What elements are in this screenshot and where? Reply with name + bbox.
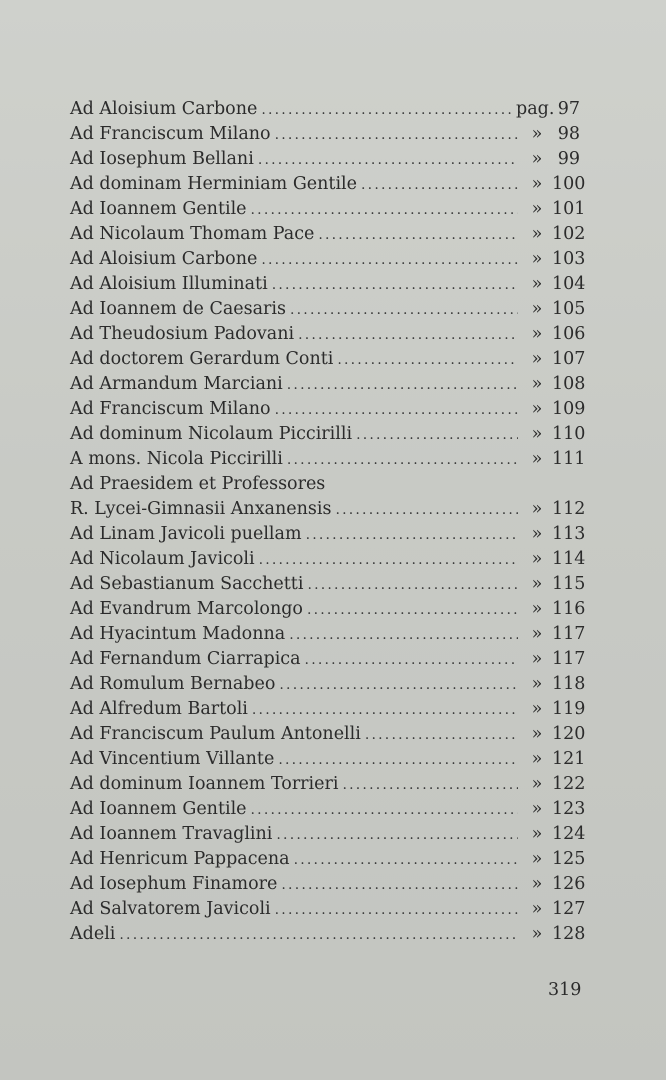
toc-entry bbox=[70, 247, 586, 272]
toc-entry-page: 110 bbox=[552, 424, 586, 444]
toc-entry-page: 122 bbox=[552, 774, 586, 794]
toc-entry-page: 100 bbox=[552, 174, 586, 194]
toc-entry bbox=[70, 622, 586, 647]
toc-entry-title: Ad Ioannem Gentile bbox=[70, 199, 247, 219]
dot-leader bbox=[342, 773, 518, 798]
toc-entry-page: 108 bbox=[552, 374, 586, 394]
dot-leader bbox=[261, 98, 512, 123]
dot-leader bbox=[281, 873, 518, 898]
toc-entry-title: Ad Ioannem Gentile bbox=[70, 799, 247, 819]
page-marker: » bbox=[531, 649, 543, 669]
dot-leader bbox=[278, 748, 518, 773]
toc-entry-title: Ad Hyacintum Madonna bbox=[70, 624, 286, 644]
toc-entry-title: Ad Ioannem Travaglini bbox=[70, 824, 273, 844]
toc-entry bbox=[70, 872, 586, 897]
dot-leader bbox=[279, 673, 518, 698]
toc-entry-page: 124 bbox=[552, 824, 586, 844]
toc-entry-page: 116 bbox=[552, 599, 586, 619]
dot-leader bbox=[306, 523, 518, 548]
toc-entry-page: 104 bbox=[552, 274, 586, 294]
page-marker: » bbox=[531, 774, 543, 794]
dot-leader bbox=[287, 373, 518, 398]
dot-leader bbox=[261, 248, 518, 273]
toc-entry-page: 106 bbox=[552, 324, 586, 344]
dot-leader bbox=[289, 623, 518, 648]
toc-entry bbox=[70, 597, 586, 622]
dot-leader bbox=[275, 123, 518, 148]
dot-leader bbox=[337, 348, 518, 373]
toc-entry-title: Ad Iosephum Finamore bbox=[70, 874, 278, 894]
toc-entry-title: Ad Nicolaum Javicoli bbox=[70, 549, 255, 569]
toc-entry-title: Ad Vincentium Villante bbox=[70, 749, 275, 769]
page-marker: » bbox=[531, 424, 543, 444]
toc-entry-page: 111 bbox=[552, 449, 586, 469]
toc-entry-title: R. Lycei-Gimnasii Anxanensis bbox=[70, 499, 332, 519]
toc-entry-page: 117 bbox=[552, 624, 586, 644]
page-marker: » bbox=[531, 699, 543, 719]
toc-entry-title: A mons. Nicola Piccirilli bbox=[70, 449, 283, 469]
page-marker: » bbox=[531, 749, 543, 769]
toc-entry-title: Ad Evandrum Marcolongo bbox=[70, 599, 303, 619]
toc-entry-title: Ad Iosephum Bellani bbox=[70, 149, 254, 169]
toc-entry-page: 102 bbox=[552, 224, 586, 244]
page-marker: » bbox=[531, 924, 543, 944]
page-marker: » bbox=[531, 274, 543, 294]
page-marker: » bbox=[531, 574, 543, 594]
page-marker: » bbox=[531, 849, 543, 869]
dot-leader bbox=[356, 423, 518, 448]
toc-entry bbox=[70, 722, 586, 747]
toc-entry bbox=[70, 447, 586, 472]
toc-entry-title: Ad Fernandum Ciarrapica bbox=[70, 649, 301, 669]
toc-entry-title: Ad Armandum Marciani bbox=[70, 374, 283, 394]
toc-entry-page: 127 bbox=[552, 899, 586, 919]
toc-entry bbox=[70, 297, 586, 322]
toc-entry-page: 99 bbox=[557, 149, 580, 169]
dot-leader bbox=[365, 723, 518, 748]
toc-entry-page: 105 bbox=[552, 299, 586, 319]
toc-entry bbox=[70, 572, 586, 597]
toc-entry bbox=[70, 347, 586, 372]
toc-entry-page: 97 bbox=[557, 99, 580, 119]
dot-leader bbox=[259, 548, 518, 573]
toc-entry-page: 126 bbox=[552, 874, 586, 894]
toc-entry-title: Ad Romulum Bernabeo bbox=[70, 674, 276, 694]
toc-entry bbox=[70, 697, 586, 722]
toc-entry-page: 107 bbox=[552, 349, 586, 369]
toc-entry-page: 98 bbox=[557, 124, 580, 144]
toc-entry-page: 118 bbox=[552, 674, 586, 694]
toc-entry bbox=[70, 222, 586, 247]
page-marker: » bbox=[531, 724, 543, 744]
dot-leader bbox=[335, 498, 518, 523]
toc-entry-page: 121 bbox=[552, 749, 586, 769]
toc-entry-title: Ad Ioannem de Caesaris bbox=[70, 299, 286, 319]
page-number: 319 bbox=[548, 980, 582, 1000]
toc-entry bbox=[70, 322, 586, 347]
toc-entry-title: Ad Franciscum Milano bbox=[70, 124, 271, 144]
page-marker: » bbox=[531, 174, 543, 194]
toc-entry bbox=[70, 672, 586, 697]
toc-entry-title: Ad doctorem Gerardum Conti bbox=[70, 349, 334, 369]
page-marker: » bbox=[531, 899, 543, 919]
toc-entry bbox=[70, 822, 586, 847]
dot-leader bbox=[294, 848, 518, 873]
toc-entry-title: Ad dominum Nicolaum Piccirilli bbox=[70, 424, 353, 444]
toc-entry bbox=[70, 522, 586, 547]
dot-leader bbox=[258, 148, 518, 173]
dot-leader bbox=[290, 298, 518, 323]
toc-entry-page: 101 bbox=[552, 199, 586, 219]
page-marker: » bbox=[531, 199, 543, 219]
dot-leader bbox=[275, 898, 518, 923]
toc-entry bbox=[70, 547, 586, 572]
toc-entry bbox=[70, 122, 580, 147]
page-marker: » bbox=[531, 224, 543, 244]
dot-leader bbox=[251, 798, 518, 823]
toc-entry-page: 123 bbox=[552, 799, 586, 819]
toc-entry-title: Ad Franciscum Milano bbox=[70, 399, 271, 419]
toc-entry bbox=[70, 397, 586, 422]
toc-entry-title: Ad dominam Herminiam Gentile bbox=[70, 174, 358, 194]
toc-entry bbox=[70, 97, 580, 122]
toc-entry bbox=[70, 847, 586, 872]
toc-entry bbox=[70, 922, 586, 947]
toc-entry-title: Ad Franciscum Paulum Antonelli bbox=[70, 724, 361, 744]
page-marker: » bbox=[531, 824, 543, 844]
toc-entry-title: Ad Aloisium Illuminati bbox=[70, 274, 268, 294]
page-marker: » bbox=[531, 874, 543, 894]
dot-leader bbox=[307, 573, 518, 598]
page-marker: » bbox=[531, 499, 543, 519]
toc-entry bbox=[70, 172, 586, 197]
toc-entry-title: Ad Aloisium Carbone bbox=[70, 99, 258, 119]
dot-leader bbox=[287, 448, 518, 473]
toc-entry-page: 103 bbox=[552, 249, 586, 269]
page-marker: » bbox=[531, 399, 543, 419]
toc-entry-title: Ad Praesidem et Professores bbox=[70, 474, 326, 494]
toc-entry-page: 128 bbox=[552, 924, 586, 944]
dot-leader bbox=[305, 648, 518, 673]
toc-entry-title: Ad Aloisium Carbone bbox=[70, 249, 258, 269]
toc-entry-page: 113 bbox=[552, 524, 586, 544]
page-marker: » bbox=[531, 599, 543, 619]
toc-entry-page: 119 bbox=[552, 699, 586, 719]
toc-entry bbox=[70, 772, 586, 797]
page-marker: » bbox=[531, 124, 543, 144]
toc-entry bbox=[70, 747, 586, 772]
page-marker: » bbox=[531, 449, 543, 469]
page-marker: » bbox=[531, 549, 543, 569]
dot-leader bbox=[318, 223, 518, 248]
toc-entry-title: Ad Salvatorem Javicoli bbox=[70, 899, 271, 919]
page-marker: pag. bbox=[516, 99, 555, 119]
toc-entry-page: 109 bbox=[552, 399, 586, 419]
toc-entry-page: 120 bbox=[552, 724, 586, 744]
dot-leader bbox=[119, 923, 518, 948]
page-marker: » bbox=[531, 324, 543, 344]
page-marker: » bbox=[531, 299, 543, 319]
toc-entry bbox=[70, 797, 586, 822]
page-marker: » bbox=[531, 674, 543, 694]
toc-entry-page: 112 bbox=[552, 499, 586, 519]
toc-entry bbox=[70, 497, 586, 522]
toc-entry bbox=[70, 472, 580, 497]
page-marker: » bbox=[531, 374, 543, 394]
toc-entry-title: Ad dominum Ioannem Torrieri bbox=[70, 774, 339, 794]
dot-leader bbox=[298, 323, 518, 348]
page-marker: » bbox=[531, 249, 543, 269]
dot-leader bbox=[361, 173, 518, 198]
toc-entry bbox=[70, 647, 586, 672]
toc-entry-title: Ad Alfredum Bartoli bbox=[70, 699, 248, 719]
toc-entry bbox=[70, 197, 586, 222]
toc-entry-page: 115 bbox=[552, 574, 586, 594]
table-of-contents bbox=[70, 97, 586, 947]
toc-entry-page: 125 bbox=[552, 849, 586, 869]
toc-entry-title: Ad Sebastianum Sacchetti bbox=[70, 574, 304, 594]
toc-entry-page: 117 bbox=[552, 649, 586, 669]
toc-entry-page: 114 bbox=[552, 549, 586, 569]
toc-entry bbox=[70, 147, 580, 172]
page-marker: » bbox=[531, 799, 543, 819]
toc-entry bbox=[70, 372, 586, 397]
page-marker: » bbox=[531, 524, 543, 544]
toc-entry-title: Ad Henricum Pappacena bbox=[70, 849, 290, 869]
dot-leader bbox=[276, 823, 518, 848]
dot-leader bbox=[272, 273, 518, 298]
toc-entry-title: Ad Theudosium Padovani bbox=[70, 324, 295, 344]
dot-leader bbox=[307, 598, 518, 623]
page-marker: » bbox=[531, 149, 543, 169]
page-marker: » bbox=[531, 349, 543, 369]
dot-leader bbox=[275, 398, 518, 423]
dot-leader bbox=[252, 698, 518, 723]
dot-leader bbox=[251, 198, 518, 223]
toc-entry bbox=[70, 897, 586, 922]
toc-entry-title: Ad Nicolaum Thomam Pace bbox=[70, 224, 315, 244]
toc-entry-title: Adeli bbox=[70, 924, 116, 944]
toc-entry bbox=[70, 422, 586, 447]
toc-entry-title: Ad Linam Javicoli puellam bbox=[70, 524, 302, 544]
toc-entry bbox=[70, 272, 586, 297]
page-marker: » bbox=[531, 624, 543, 644]
